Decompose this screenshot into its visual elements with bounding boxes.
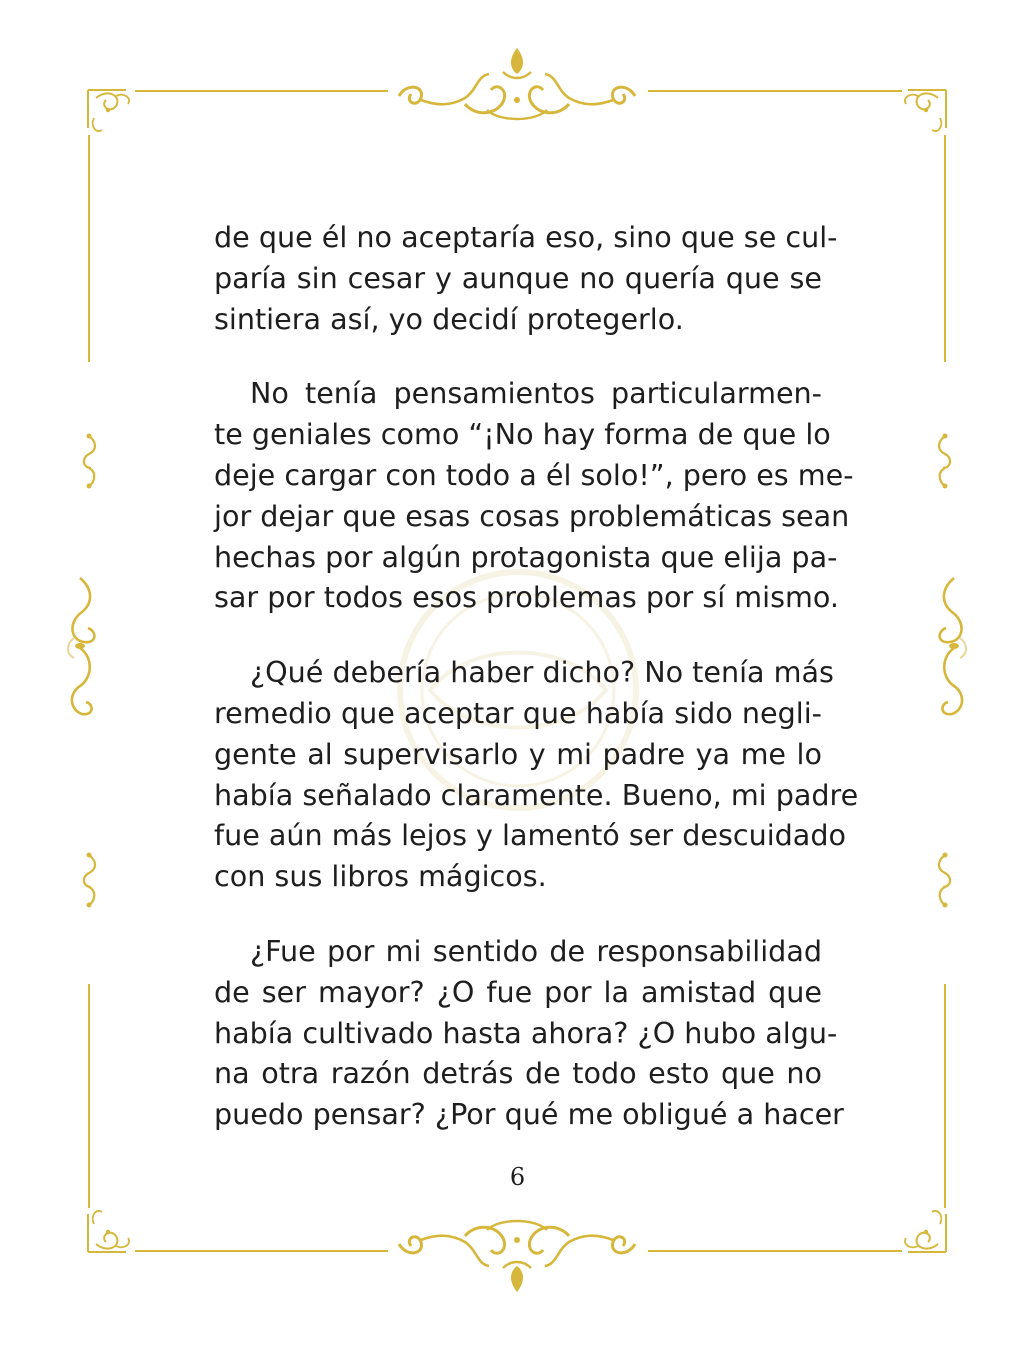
text-line: No tenía pensamientos particularmen- (250, 376, 822, 411)
text-line: jor dejar que esas cosas problemáticas sean (214, 498, 850, 533)
text-line: de ser mayor? ¿O fue por la amistad que (214, 974, 822, 1009)
text-line: con sus libros mágicos. (214, 859, 547, 894)
text-line: na otra razón detrás de todo esto que no (214, 1056, 822, 1091)
paragraph-2 (214, 373, 854, 618)
text-line: gente al supervisarlo y mi padre ya me lo (214, 736, 822, 771)
bottom-crown-flourish-icon (397, 1221, 635, 1292)
text-line: había señalado claramente. Bueno, mi padre (214, 777, 859, 812)
paragraph-3 (214, 652, 859, 897)
text-line: ¿Fue por mi sentido de responsabilidad (250, 933, 822, 968)
text-line: había cultivado hasta ahora? ¿O hubo algu- (214, 1015, 838, 1050)
paragraph-4 (214, 931, 844, 1135)
text-line: te geniales como “¡No hay forma de que lo (214, 417, 831, 452)
page-body-text (214, 217, 859, 1169)
text-line: deje cargar con todo a él solo!”, pero es me- (214, 457, 854, 492)
text-line: puedo pensar? ¿Por qué me obligué a hacer (214, 1097, 844, 1132)
paragraph-1 (214, 217, 838, 339)
text-line: sintiera así, yo decidí protegerlo. (214, 301, 684, 336)
text-line: ¿Qué debería haber dicho? No tenía más (250, 655, 834, 690)
text-line: paría sin cesar y aunque no quería que se (214, 260, 822, 295)
page-number: 6 (509, 1163, 526, 1191)
text-line: de que él no aceptaría eso, sino que se cul- (214, 220, 838, 254)
text-line: remedio que aceptar que había sido negli- (214, 695, 822, 730)
text-line: fue aún más lejos y lamentó ser descuidado (214, 818, 846, 853)
text-line: hechas por algún protagonista que elija pa- (214, 539, 838, 574)
top-crown-flourish-icon (397, 48, 635, 119)
text-line: sar por todos esos problemas por sí mismo. (214, 580, 839, 615)
